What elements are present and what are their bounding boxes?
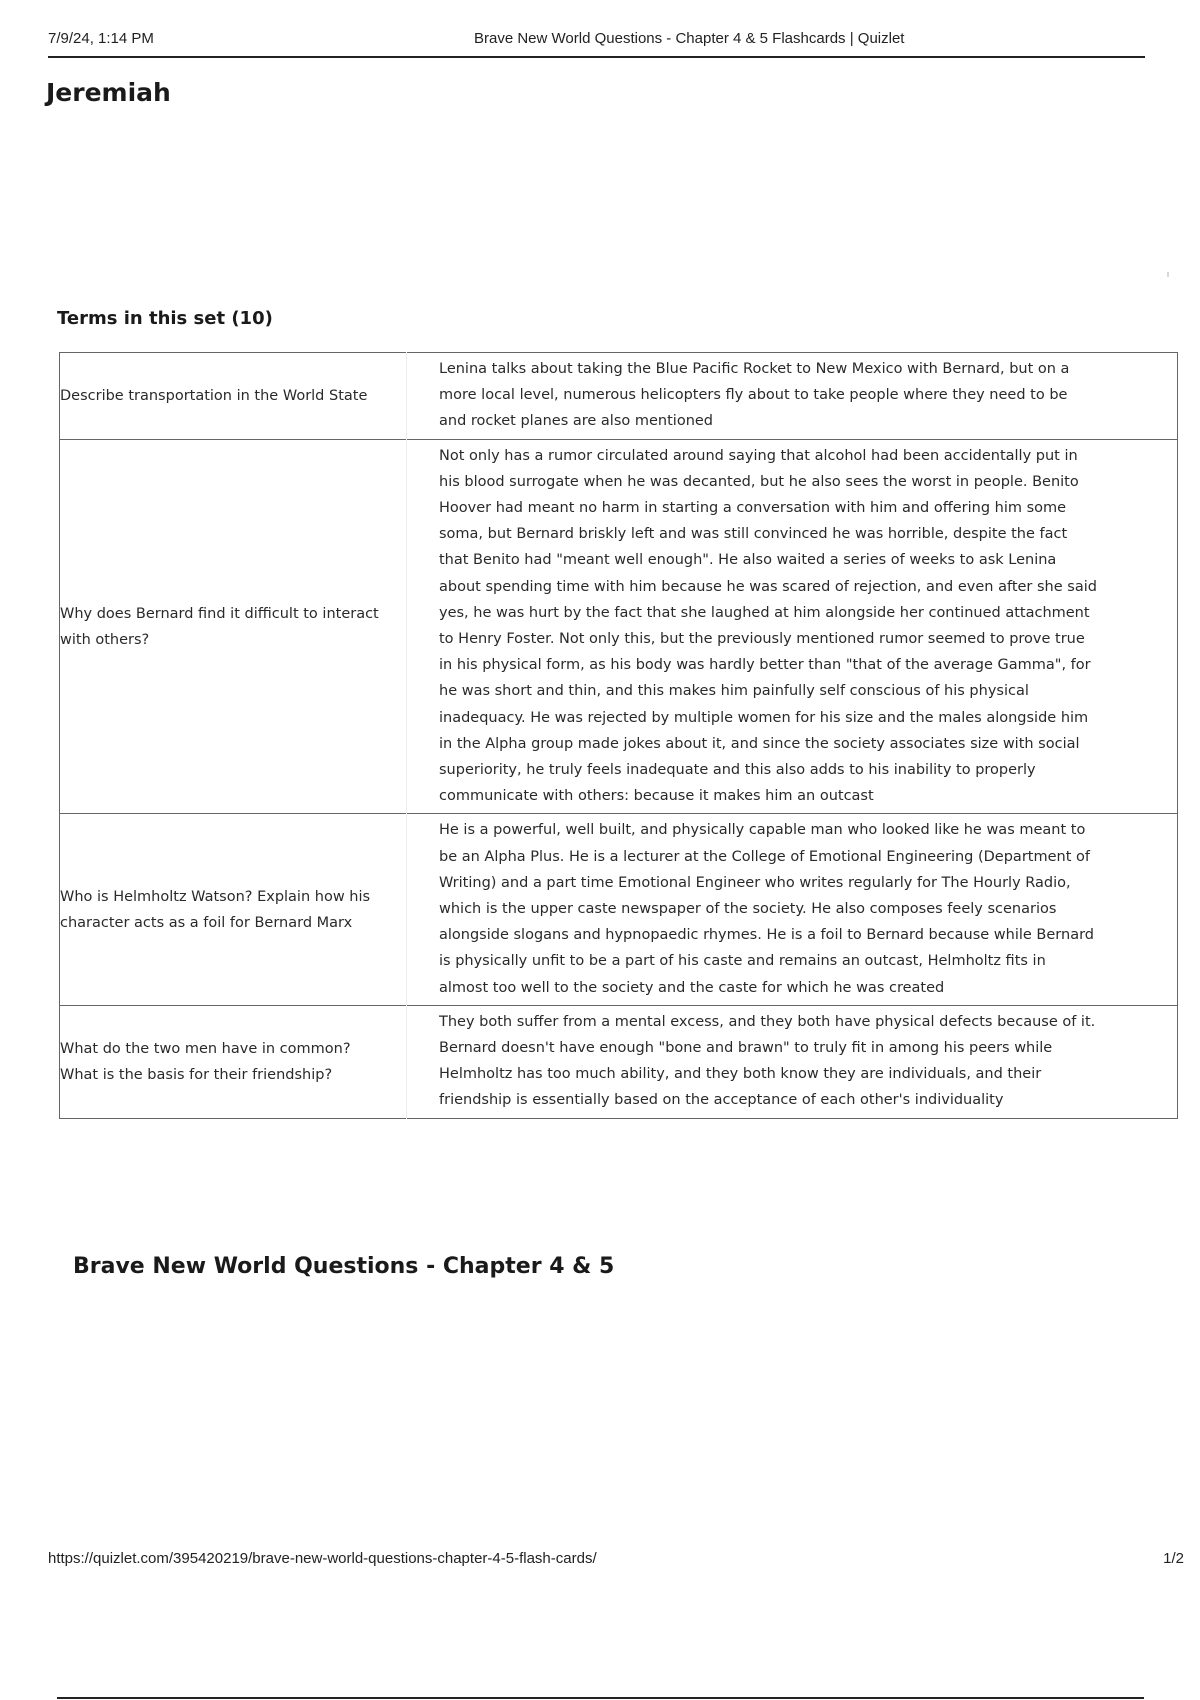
definition-cell: They both suffer from a mental excess, and they both have physical defects because of it. Bernard doesn't have enough "bone and brawn" to truly fit in among his peers while Helmholtz has too much ability, and they both know they are individuals, and their friendship is essentially based on the acceptance of each other's individuality [407,1005,1178,1118]
term-cell [60,439,407,814]
term-cell [60,353,407,440]
term-row [60,1005,1178,1118]
page-url: https://quizlet.com/395420219/brave-new-world-questions-chapter-4-5-flash-cards/ [48,1550,597,1567]
term-text: Who is Helmholtz Watson? Explain how his character acts as a foil for Bernard Marx [60,888,371,931]
term-cell [60,1005,407,1118]
term-row [60,353,1178,440]
print-date: 7/9/24, 1:14 PM [48,30,154,47]
term-row [60,814,1178,1005]
page-number: 1/2 [1163,1550,1184,1567]
definition-cell: Not only has a rumor circulated around saying that alcohol had been accidentally put in his blood surrogate when he was decanted, but he also sees the worst in people. Benito Hoover had meant no harm in starting a conversation with him and offering him some soma, but Bernard briskly left and was still convinced he was horrible, despite the fact that Benito had "meant well enough". He also waited a series of weeks to ask Lenina about spending time with him because he was scared of rejection, and even after she said yes, he was hurt by the fact that she laughed at him alongside her continued attachment to Henry Foster. Not only this, but the previously mentioned rumor seemed to prove true in his physical form, as his body was hardly better than "that of the average Gamma", for he was short and thin, and this makes him painfully self conscious of his physical inadequacy. He was rejected by multiple women for his size and the males alongside him in the Alpha group made jokes about it, and since the society associates size with social superiority, he truly feels inadequate and this also adds to his inability to properly communicate with others: because it makes him an outcast [407,439,1178,814]
bottom-divider [57,1697,1144,1699]
decorative-mark [1167,272,1169,277]
term-text: What do the two men have in common? What is the basis for their friendship? [60,1040,351,1083]
set-title-link[interactable]: Brave New World Questions - Chapter 4 & 5 [73,1254,615,1279]
term-text: Describe transportation in the World State [60,387,368,404]
document-title: Brave New World Questions - Chapter 4 & 5 Flashcards | Quizlet [474,30,905,47]
terms-heading: Terms in this set (10) [57,308,273,329]
term-text: Why does Bernard find it difficult to interact with others? [60,605,379,648]
term-cell [60,814,407,1005]
print-header [48,30,1145,58]
terms-table [59,352,1178,1119]
author-name[interactable]: Jeremiah [46,78,171,107]
definition-cell: He is a powerful, well built, and physically capable man who looked like he was meant to be an Alpha Plus. He is a lecturer at the College of Emotional Engineering (Department of Writing) and a part time Emotional Engineer who writes regularly for The Hourly Radio, which is the upper caste newspaper of the society. He also composes feely scenarios alongside slogans and hypnopaedic rhymes. He is a foil to Bernard because while Bernard is physically unfit to be a part of his caste and remains an outcast, Helmholtz fits in almost too well to the society and the caste for which he was created [407,814,1178,1005]
definition-cell: Lenina talks about taking the Blue Pacific Rocket to New Mexico with Bernard, but on a more local level, numerous helicopters fly about to take people where they need to be and rocket planes are also mentioned [439,361,1070,430]
term-row [60,439,1178,814]
